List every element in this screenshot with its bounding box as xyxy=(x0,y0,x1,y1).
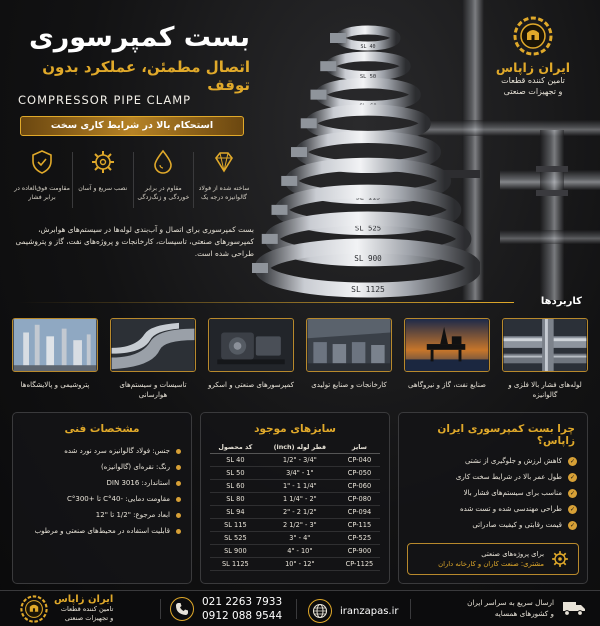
check-icon: ✓ xyxy=(569,521,576,529)
specs-panel xyxy=(12,412,192,584)
list-item: ✓ طراحی مهندسی شده و تست شده xyxy=(460,505,576,513)
phone-number-2[interactable]: 0912 088 9544 xyxy=(202,610,283,622)
table-cell: 2 1/2" - 3" xyxy=(261,519,339,532)
why-title: چرا بست کمپرسوری ایران زاپاس؟ xyxy=(437,423,575,447)
specs-title: مشخصات فنی xyxy=(64,423,140,435)
list-item: رنگ: نقره‌ای (گالوانیزه) xyxy=(21,459,181,475)
website-text: iranzapas.ir xyxy=(340,605,399,617)
shipping-line-1: ارسال سریع به سراسر ایران xyxy=(467,598,554,607)
footer-brand-tagline-1: تامین کننده قطعات xyxy=(60,605,114,613)
table-cell: CP-050 xyxy=(339,467,380,480)
table-cell: SL 50 xyxy=(210,467,261,480)
list-item: مقاومت دمایی: -40°C تا +300°C xyxy=(21,491,181,507)
clamp-label: SL 94 xyxy=(358,163,378,172)
table-cell: SL 525 xyxy=(210,532,261,545)
table-cell: CP-094 xyxy=(339,506,380,519)
brand-tagline-2: و تجهیزات صنعتی xyxy=(503,87,563,96)
clamp-label: SL 40 xyxy=(360,44,376,50)
bullet xyxy=(176,449,181,454)
table-cell: CP-1125 xyxy=(339,558,380,571)
application-label: پتروشیمی و پالایشگاه‌ها xyxy=(20,381,90,389)
table-row xyxy=(210,454,380,467)
clamp-label: SL 80 xyxy=(358,133,378,141)
list-item: ✓ قیمت رقابتی و کیفیت صادراتی xyxy=(472,521,576,529)
bullet xyxy=(176,513,181,518)
sizes-title: سایزهای موجود xyxy=(254,423,336,435)
application-label: تاسیسات و سیستم‌های هوارسانی xyxy=(119,381,187,399)
table-row xyxy=(210,519,380,532)
feature-item xyxy=(196,148,252,218)
strength-ribbon: استحکام بالا در شرایط کاری سخت xyxy=(20,116,244,136)
table-header-row xyxy=(210,441,380,454)
feature-label: مقاومت فوق‌العاده در برابر فشار xyxy=(14,185,70,201)
table-cell: CP-525 xyxy=(339,532,380,545)
table-cell: SL 1125 xyxy=(210,558,261,571)
table-cell: SL 94 xyxy=(210,506,261,519)
table-row xyxy=(210,480,380,493)
table-cell: 3/4" - 1" xyxy=(261,467,339,480)
footer-brand-name: ایران زاپاس xyxy=(54,594,114,605)
truck-icon xyxy=(562,599,586,617)
bullet xyxy=(176,481,181,486)
application-label: لوله‌های فشار بالا فلزی و گالوانیزه xyxy=(508,381,582,399)
page-subtitle: اتصال مطمئن، عملکرد بدون توقف xyxy=(42,58,250,94)
feature-label: مقاوم در برابر خوردگی و زنگ‌زدگی xyxy=(137,185,190,201)
table-cell: CP-900 xyxy=(339,545,380,558)
clamp-bolt xyxy=(301,118,317,128)
column-header: سایز xyxy=(339,441,380,454)
refinery-image xyxy=(12,318,98,372)
table-cell: 1 1/4" - 2" xyxy=(261,493,339,506)
diamond-icon xyxy=(210,148,238,176)
table-row xyxy=(210,558,380,571)
clamp-bolt xyxy=(291,147,307,157)
clamp-label: SL 115 xyxy=(355,193,381,202)
application-card xyxy=(12,318,98,404)
footer-brand xyxy=(20,594,113,623)
projects-box xyxy=(407,543,579,575)
bullet xyxy=(176,529,181,534)
why-panel xyxy=(398,412,588,584)
clamp-stack-illustration xyxy=(250,8,480,300)
column-header: قطر لوله (inch) xyxy=(261,441,339,454)
globe-icon xyxy=(308,599,332,623)
application-label: کمپرسورهای صنعتی و اسکرو xyxy=(208,381,294,389)
table-cell: CP-080 xyxy=(339,493,380,506)
table-row xyxy=(210,467,380,480)
clamp-ring xyxy=(321,83,416,106)
application-card xyxy=(502,318,588,404)
shield-check-icon xyxy=(28,148,56,176)
footer xyxy=(0,590,600,626)
table-cell: CP-040 xyxy=(339,454,380,467)
page-title: بست کمپرسوری xyxy=(29,22,250,53)
drop-shield-icon xyxy=(149,148,177,176)
list-item: ✓ مناسب برای سیستم‌های فشار بالا xyxy=(463,489,576,497)
clamp-label: SL 900 xyxy=(354,254,382,264)
phone-number-1[interactable]: 021 2263 7933 xyxy=(202,596,283,608)
application-card xyxy=(208,318,294,404)
sizes-panel xyxy=(200,412,390,584)
sizes-table xyxy=(210,441,380,571)
feature-item xyxy=(14,148,70,218)
table-cell: SL 40 xyxy=(210,454,261,467)
application-label: صنایع نفت، گاز و نیروگاهی xyxy=(408,381,486,389)
phone-icon xyxy=(170,597,194,621)
bullet xyxy=(176,465,181,470)
why-list xyxy=(399,447,587,533)
specs-list xyxy=(13,435,191,539)
brand-logo-icon xyxy=(20,595,48,623)
table-cell: SL 80 xyxy=(210,493,261,506)
table-cell: 1/2" - 3/4" xyxy=(261,454,339,467)
clamp-bolt xyxy=(330,33,346,43)
check-icon: ✓ xyxy=(569,489,576,497)
hero-section xyxy=(0,0,600,300)
clamp-bolt xyxy=(272,205,288,215)
table-row xyxy=(210,506,380,519)
feature-row xyxy=(14,148,252,218)
gear-icon xyxy=(89,148,117,176)
column-header: کد محصول xyxy=(210,441,261,454)
clamp-bolt xyxy=(262,234,278,244)
hvac-ducts-image xyxy=(110,318,196,372)
brand-tagline-1: تامین کننده قطعات xyxy=(501,76,565,85)
divider xyxy=(193,152,194,208)
check-icon: ✓ xyxy=(569,473,576,481)
website-link[interactable] xyxy=(308,599,399,623)
list-item: استاندارد: DIN 3016 xyxy=(21,475,181,491)
application-card xyxy=(110,318,196,404)
table-cell: 10" - 12" xyxy=(261,558,339,571)
table-cell: 4" - 10" xyxy=(261,545,339,558)
projects-line-2: مشتری: صنعت کاران و کارخانه داران xyxy=(438,560,544,568)
divider xyxy=(72,152,73,208)
table-cell: 2" - 2 1/2" xyxy=(261,506,339,519)
application-card xyxy=(306,318,392,404)
table-cell: 1" - 1 1/4" xyxy=(261,480,339,493)
oil-platform-image xyxy=(404,318,490,372)
screw-compressor-image xyxy=(208,318,294,372)
high-pressure-pipes-image xyxy=(502,318,588,372)
phone-contact[interactable] xyxy=(170,595,282,623)
table-row xyxy=(210,532,380,545)
projects-line-1: برای پروژه‌های صنعتی xyxy=(481,550,544,558)
applications-divider xyxy=(18,302,514,303)
feature-item xyxy=(75,148,131,218)
product-description: بست کمپرسوری برای اتصال و آب‌بندی لوله‌ها در سیستم‌های هوابرش، کمپرسورهای صنعتی، تاسیسات، کارخانجات و پروژه‌های نفت، گاز و پتروشیمی طراحی شده است. xyxy=(15,225,254,258)
application-label: کارخانجات و صنایع تولیدی xyxy=(311,381,387,389)
english-title: COMPRESSOR PIPE CLAMP xyxy=(18,93,192,107)
bullet xyxy=(176,497,181,502)
table-cell: CP-115 xyxy=(339,519,380,532)
list-item: جنس: فولاد گالوانیزه سرد نورد شده xyxy=(21,443,181,459)
list-item: ابعاد مرجوع: "1/2 تا "12 xyxy=(21,507,181,523)
shipping-line-2: و کشورهای همسایه xyxy=(494,609,554,618)
list-item: قابلیت استفاده در محیط‌های صنعتی و مرطوب xyxy=(21,523,181,539)
clamp-bolt xyxy=(281,176,297,186)
clamp-bolt xyxy=(252,263,268,273)
list-item: ✓ کاهش لرزش و جلوگیری از نشتی xyxy=(464,457,576,465)
applications-title: کاربردها xyxy=(540,296,582,307)
table-row xyxy=(210,493,380,506)
table-cell: SL 115 xyxy=(210,519,261,532)
divider xyxy=(410,599,411,619)
clamp-bolt xyxy=(320,61,336,71)
brand-logo-icon xyxy=(513,16,553,56)
gear-icon xyxy=(550,549,570,569)
table-cell: SL 900 xyxy=(210,545,261,558)
shipping-info xyxy=(416,597,586,619)
applications-row xyxy=(12,318,588,404)
clamp-ring xyxy=(262,246,474,290)
table-row xyxy=(210,545,380,558)
table-cell: SL 60 xyxy=(210,480,261,493)
feature-label: نصب سریع و آسان xyxy=(78,185,128,192)
brand-block xyxy=(480,16,586,97)
clamp-bolt xyxy=(311,90,327,100)
factory-interior-image xyxy=(306,318,392,372)
sizes-table-body xyxy=(210,454,380,571)
application-card xyxy=(404,318,490,404)
list-item: ✓ طول عمر بالا در شرایط سخت کاری xyxy=(455,473,576,481)
check-icon: ✓ xyxy=(569,457,576,465)
table-cell: CP-060 xyxy=(339,480,380,493)
clamp-label: SL 60 xyxy=(359,104,377,111)
check-icon: ✓ xyxy=(569,505,576,513)
clamp-label: SL 525 xyxy=(354,223,382,233)
footer-brand-tagline-2: و تجهیزات صنعتی xyxy=(64,614,114,622)
divider xyxy=(160,599,161,619)
table-cell: 3" - 4" xyxy=(261,532,339,545)
clamp-label: SL 1125 xyxy=(351,285,385,294)
feature-label: ساخته شده از فولاد گالوانیزه درجه یک xyxy=(198,185,250,201)
feature-item xyxy=(135,148,191,218)
clamp-label: SL 50 xyxy=(359,73,377,80)
brand-name: ایران زاپاس xyxy=(495,60,571,75)
divider xyxy=(296,599,297,619)
divider xyxy=(133,152,134,208)
